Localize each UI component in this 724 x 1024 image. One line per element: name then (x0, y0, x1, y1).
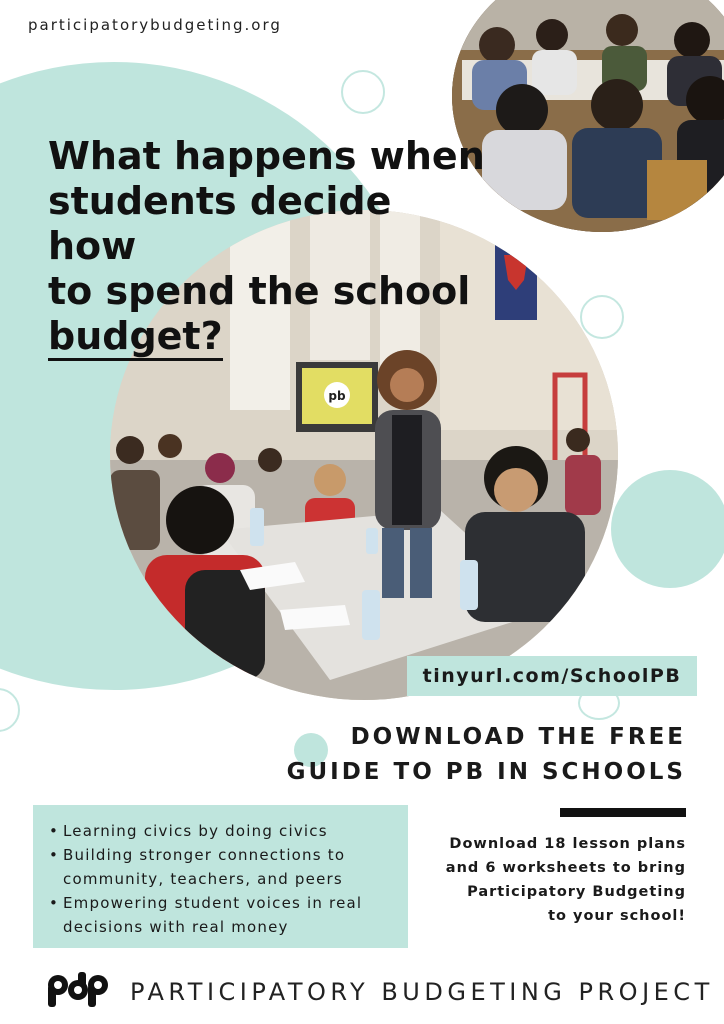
headline (48, 134, 488, 359)
list-item (49, 891, 398, 939)
download-description-line: Download 18 lesson plans (449, 836, 686, 852)
ring-left (0, 688, 20, 732)
classroom-photo-icon (452, 0, 724, 232)
download-description-line: Participatory Budgeting (467, 884, 686, 900)
download-title (287, 720, 686, 790)
list-item (49, 843, 398, 891)
classroom-photo (452, 0, 724, 232)
pbp-logo (47, 970, 109, 1008)
download-title-line-2: GUIDE TO PB IN SCHOOLS (286, 759, 686, 785)
mint-circle-right (611, 470, 724, 588)
list-item-text: Learning civics by doing civics (63, 822, 328, 840)
benefits-list (49, 819, 398, 939)
pbp-logo-icon (47, 970, 109, 1008)
list-item-text: decisions with real money (63, 918, 289, 936)
download-description-line: and 6 worksheets to bring (445, 860, 686, 876)
benefits-box (33, 805, 408, 948)
org-name: PARTICIPATORY BUDGETING PROJECT (130, 978, 714, 1006)
list-item-text: Building stronger connections to (63, 846, 346, 864)
headline-line-2: students decide how (48, 179, 392, 268)
site-url[interactable]: participatorybudgeting.org (28, 16, 282, 34)
list-item (49, 819, 398, 843)
ring-top (341, 70, 385, 114)
headline-line-3: to spend the school (48, 269, 471, 313)
headline-line-4: budget? (48, 314, 223, 361)
ring-right (580, 295, 624, 339)
download-description-line: to your school! (548, 908, 686, 924)
list-item-text: community, teachers, and peers (63, 870, 343, 888)
screen-logo-text: pb (328, 389, 346, 403)
list-item-text: Empowering student voices in real (63, 894, 363, 912)
download-description (406, 832, 686, 928)
download-title-line-1: DOWNLOAD THE FREE (350, 724, 686, 750)
divider-bar (560, 808, 686, 817)
guide-link[interactable]: tinyurl.com/SchoolPB (407, 656, 697, 696)
headline-line-1: What happens when (48, 134, 485, 178)
